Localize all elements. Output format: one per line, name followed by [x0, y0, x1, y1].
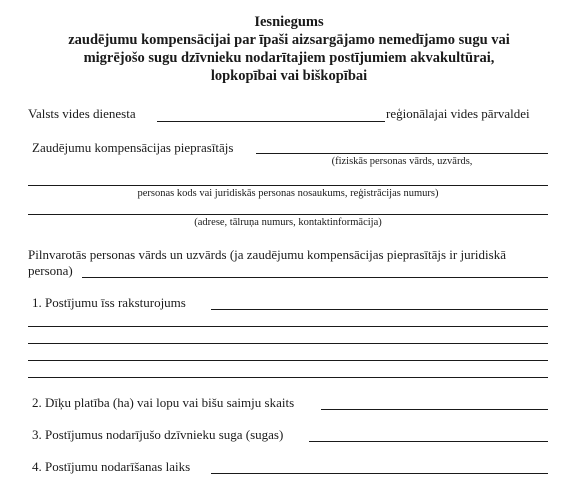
damage-description-field-line-2[interactable] [28, 326, 548, 327]
applicant-code-caption: personas kods vai juridiskās personas nosaukums, reģistrācijas numurs) [137, 188, 439, 199]
species-field[interactable] [309, 441, 548, 442]
damage-time-label: 4. Postījumu nodarīšanas laiks [32, 459, 191, 474]
form-subtitle-line-2: migrējošo sugu dzīvnieku nodarītajiem postījumiem akvakultūrai, [83, 50, 495, 66]
damage-time-field[interactable] [211, 473, 548, 474]
applicant-label: Zaudējumu kompensācijas pieprasītājs [32, 140, 234, 155]
vvd-region-field[interactable] [157, 121, 385, 122]
species-label: 3. Postījumus nodarījušo dzīvnieku suga (sugas) [32, 427, 284, 442]
applicant-code-field[interactable] [28, 185, 548, 186]
authorized-person-label: Pilnvarotās personas vārds un uzvārds (ja zaudējumu kompensācijas pieprasītājs ir juridiskā [28, 247, 506, 262]
authorized-person-field[interactable] [82, 277, 548, 278]
applicant-address-caption: (adrese, tālruņa numurs, kontaktinformācija) [194, 217, 382, 228]
damage-description-field-line-3[interactable] [28, 343, 548, 344]
form-title: Iesniegums [254, 14, 324, 30]
damage-description-field-line-4[interactable] [28, 360, 548, 361]
pond-area-field[interactable] [321, 409, 548, 410]
authorized-person-label-cont: persona) [28, 263, 73, 278]
applicant-name-caption: (fiziskās personas vārds, uzvārds, [331, 156, 473, 167]
vvd-suffix-label: reģionālajai vides pārvaldei [386, 106, 530, 121]
applicant-address-field[interactable] [28, 214, 548, 215]
pond-area-label: 2. Dīķu platība (ha) vai lopu vai bišu saimju skaits [32, 395, 295, 410]
applicant-name-field[interactable] [256, 153, 548, 154]
damage-description-field-line-5[interactable] [28, 377, 548, 378]
form-subtitle-line-1: zaudējumu kompensācijai par īpaši aizsargājamo nemedījamo sugu vai [68, 32, 510, 48]
damage-description-label: 1. Postījumu īss raksturojums [32, 295, 186, 310]
vvd-label: Valsts vides dienesta [28, 106, 136, 121]
damage-description-field[interactable] [211, 309, 548, 310]
form-subtitle-line-3: lopkopībai vai biškopībai [210, 68, 368, 84]
